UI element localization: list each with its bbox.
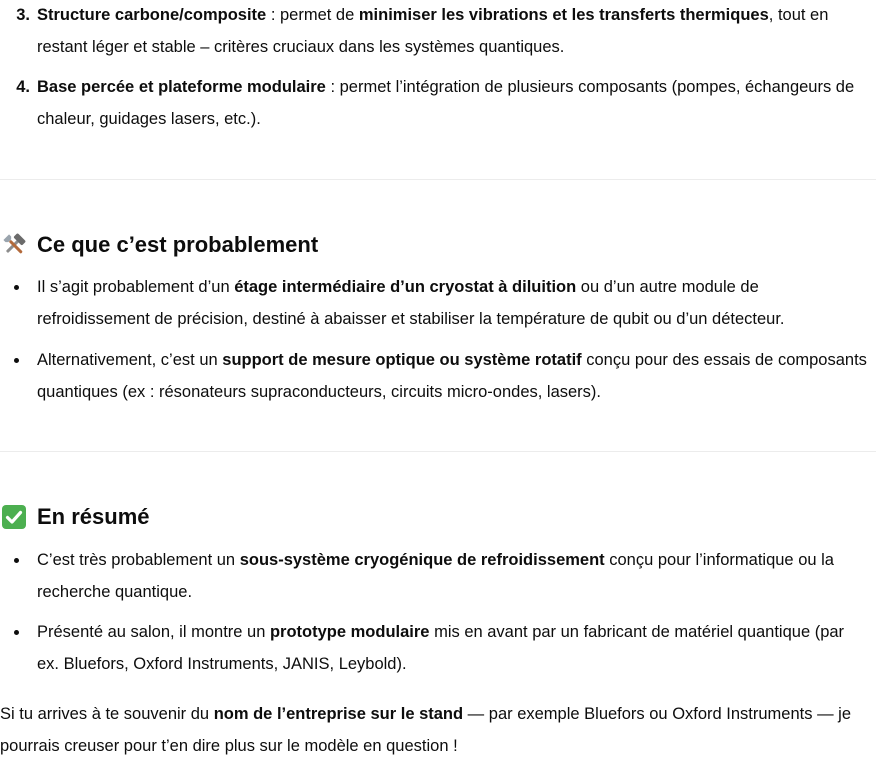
- section-title: Ce que c’est probablement: [37, 232, 319, 257]
- tools-icon: [0, 231, 28, 259]
- bold-text: étage intermédiaire d’un cryostat à diluition: [234, 278, 577, 296]
- bold-text: Structure carbone/composite: [37, 6, 267, 24]
- bold-text: Base percée et plateforme modulaire: [37, 78, 326, 96]
- list-item: 3. Structure carbone/composite : permet de minimiser les vibrations et les transferts thermiques, tout en restant léger et stable – critères cruciaux dans les systèmes quantiques.: [37, 0, 870, 63]
- bold-text: prototype modulaire: [269, 623, 430, 641]
- bold-text: nom de l’entreprise sur le stand: [213, 705, 464, 723]
- list-item: Il s’agit probablement d’un étage intermédiaire d’un cryostat à diluition ou d’un autre module de refroidissement de précision, destiné à abaisser et stabiliser la température de qubit ou d’un détecteur.: [37, 272, 870, 335]
- section-divider: [0, 451, 876, 452]
- bullet-dot: [14, 630, 19, 635]
- bullet-dot: [14, 358, 19, 363]
- list-item: Présenté au salon, il montre un prototype modulaire mis en avant par un fabricant de matériel quantique (par ex. Bluefors, Oxford Instruments, JANIS, Leybold).: [37, 617, 870, 680]
- list-item: 4. Base percée et plateforme modulaire : permet l’intégration de plusieurs composants (pompes, échangeurs de chaleur, guidages lasers, etc.).: [37, 72, 870, 135]
- section-heading: [0, 230, 318, 260]
- section-heading: [0, 502, 150, 532]
- bold-text: support de mesure optique ou système rotatif: [222, 351, 582, 369]
- list-item: C’est très probablement un sous-système cryogénique de refroidissement conçu pour l’informatique ou la recherche quantique.: [37, 545, 870, 608]
- bullet-dot: [14, 285, 19, 290]
- bold-text: sous-système cryogénique de refroidissement: [239, 551, 605, 569]
- section-divider: [0, 179, 876, 180]
- list-number: 3.: [16, 6, 30, 24]
- list-item: Alternativement, c’est un support de mesure optique ou système rotatif conçu pour des essais de composants quantiques (ex : résonateurs supraconducteurs, circuits micro-ondes, lasers).: [37, 345, 870, 408]
- closing-paragraph: Si tu arrives à te souvenir du nom de l’entreprise sur le stand — par exemple Bluefors ou Oxford Instruments — je pourrais creuser pour t’en dire plus sur le modèle en question !: [0, 705, 852, 755]
- list-number: 4.: [16, 78, 30, 96]
- section-title: En résumé: [37, 504, 150, 529]
- bold-text: minimiser les vibrations et les transferts thermiques: [358, 6, 769, 24]
- check-mark-icon: [0, 503, 28, 531]
- bullet-dot: [14, 558, 19, 563]
